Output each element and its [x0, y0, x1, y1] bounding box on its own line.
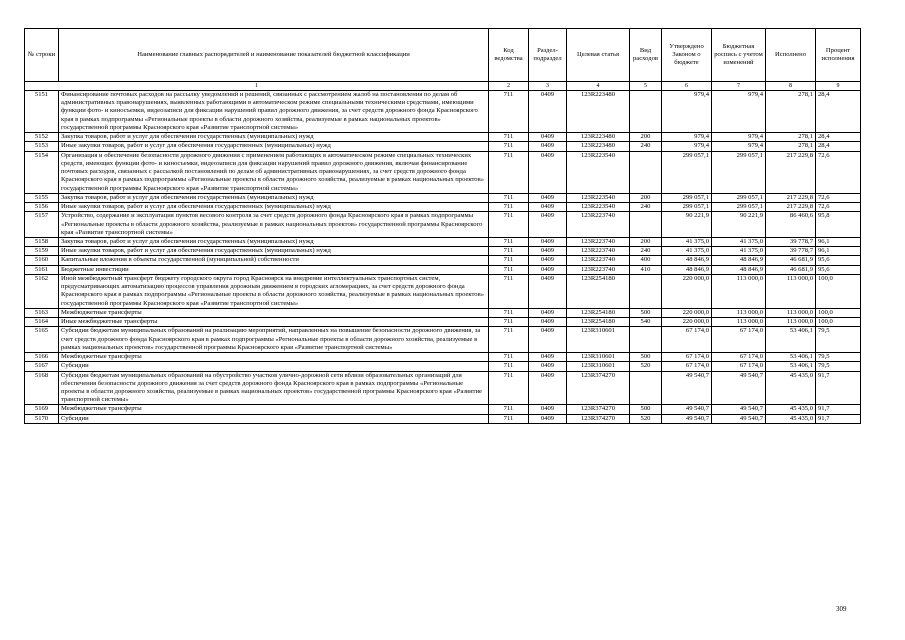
row-name-cell: Межбюджетные трансферты — [59, 308, 489, 317]
column-number: 5 — [630, 82, 662, 91]
row-name-cell: Субсидии бюджетам муниципальных образований на обустройство участков улично-дорожной сети вблизи образовательных организаций для обеспечения безопасности дорожного движения за счет средств дорожного фонда Красноярского края в рамках подпрограммы «Региональные проекты в области дорожного хозяйства, реализуемые в рамках национальных проектов» государственной программы Красноярского края «Развитие транспортной системы» — [59, 371, 489, 405]
table-row — [25, 193, 861, 202]
department-code-cell: 711 — [489, 193, 529, 202]
expense-type-cell: 410 — [630, 265, 662, 274]
target-article-cell: 123R374270 — [567, 414, 630, 423]
approved-amount-cell: 299 057,1 — [662, 151, 712, 193]
executed-amount-cell: 45 435,0 — [766, 405, 816, 414]
row-number-cell: 5162 — [25, 274, 59, 308]
executed-amount-cell: 278,1 — [766, 142, 816, 151]
target-article-cell: 123R374270 — [567, 405, 630, 414]
expense-type-cell — [630, 371, 662, 405]
percent-executed-cell: 91,7 — [816, 414, 861, 423]
department-code-cell: 711 — [489, 142, 529, 151]
table-row — [25, 362, 861, 371]
column-number: 1 — [25, 82, 489, 91]
row-number-cell: 5152 — [25, 133, 59, 142]
department-code-cell: 711 — [489, 327, 529, 353]
department-code-cell: 711 — [489, 237, 529, 246]
column-number: 3 — [529, 82, 567, 91]
department-code-cell: 711 — [489, 212, 529, 238]
section-code-cell: 0409 — [529, 318, 567, 327]
approved-amount-cell: 48 846,9 — [662, 265, 712, 274]
budget-list-amount-cell: 48 846,9 — [712, 265, 766, 274]
section-code-cell: 0409 — [529, 274, 567, 308]
approved-amount-cell: 49 540,7 — [662, 414, 712, 423]
column-number: 8 — [766, 82, 816, 91]
target-article-cell: 123R223540 — [567, 151, 630, 193]
executed-amount-cell: 53 406,1 — [766, 327, 816, 353]
budget-list-amount-cell: 979,4 — [712, 142, 766, 151]
row-number-cell: 5166 — [25, 353, 59, 362]
table-row — [25, 212, 861, 238]
approved-amount-cell: 41 375,0 — [662, 237, 712, 246]
approved-amount-cell: 67 174,0 — [662, 362, 712, 371]
table-header-row — [25, 29, 861, 82]
table-row — [25, 371, 861, 405]
executed-amount-cell: 217 229,8 — [766, 203, 816, 212]
executed-amount-cell: 46 681,9 — [766, 265, 816, 274]
table-row — [25, 353, 861, 362]
executed-amount-cell: 278,1 — [766, 133, 816, 142]
column-number: 9 — [816, 82, 861, 91]
section-code-cell: 0409 — [529, 212, 567, 238]
percent-executed-cell: 28,4 — [816, 91, 861, 133]
row-name-cell: Закупка товаров, работ и услуг для обеспечения государственных (муниципальных) нужд — [59, 193, 489, 202]
target-article-cell: 123R254180 — [567, 318, 630, 327]
approved-amount-cell: 49 540,7 — [662, 371, 712, 405]
target-article-cell: 123R223540 — [567, 193, 630, 202]
row-number-cell: 5169 — [25, 405, 59, 414]
approved-amount-cell: 67 174,0 — [662, 353, 712, 362]
approved-amount-cell: 979,4 — [662, 142, 712, 151]
budget-list-amount-cell: 49 540,7 — [712, 414, 766, 423]
row-number-cell: 5153 — [25, 142, 59, 151]
department-code-cell: 711 — [489, 133, 529, 142]
percent-executed-cell: 72,6 — [816, 203, 861, 212]
expense-type-cell — [630, 327, 662, 353]
expense-type-cell: 200 — [630, 237, 662, 246]
executed-amount-cell: 39 778,7 — [766, 237, 816, 246]
executed-amount-cell: 278,1 — [766, 91, 816, 133]
budget-list-amount-cell: 67 174,0 — [712, 327, 766, 353]
budget-list-amount-cell: 49 540,7 — [712, 405, 766, 414]
budget-list-amount-cell: 113 000,0 — [712, 274, 766, 308]
header-section: Раздел-подраздел — [529, 29, 567, 82]
executed-amount-cell: 53 406,1 — [766, 353, 816, 362]
row-number-cell: 5167 — [25, 362, 59, 371]
approved-amount-cell: 220 000,0 — [662, 318, 712, 327]
percent-executed-cell: 91,7 — [816, 371, 861, 405]
expense-type-cell: 500 — [630, 405, 662, 414]
budget-list-amount-cell: 979,4 — [712, 133, 766, 142]
target-article-cell: 123R223740 — [567, 247, 630, 256]
approved-amount-cell: 979,4 — [662, 91, 712, 133]
row-name-cell: Устройство, содержание и эксплуатация пунктов весового контроля за счет средств дорожного фонда Красноярского края в рамках подпрограммы «Региональные проекты в области дорожного хозяйства, реализуемые в рамках национальных проектов» государственной программы Красноярского края «Развитие транспортной системы» — [59, 212, 489, 238]
budget-list-amount-cell: 67 174,0 — [712, 362, 766, 371]
department-code-cell: 711 — [489, 371, 529, 405]
expense-type-cell: 520 — [630, 414, 662, 423]
column-number: 4 — [567, 82, 630, 91]
target-article-cell: 123R310601 — [567, 327, 630, 353]
department-code-cell: 711 — [489, 308, 529, 317]
section-code-cell: 0409 — [529, 91, 567, 133]
row-number-cell: 5159 — [25, 247, 59, 256]
row-number-cell: 5160 — [25, 256, 59, 265]
section-code-cell: 0409 — [529, 142, 567, 151]
row-number-cell: 5157 — [25, 212, 59, 238]
expense-type-cell: 520 — [630, 362, 662, 371]
department-code-cell: 711 — [489, 353, 529, 362]
section-code-cell: 0409 — [529, 362, 567, 371]
expense-type-cell: 240 — [630, 247, 662, 256]
row-number-cell: 5154 — [25, 151, 59, 193]
executed-amount-cell: 113 000,0 — [766, 274, 816, 308]
row-number-cell: 5168 — [25, 371, 59, 405]
row-number-cell: 5156 — [25, 203, 59, 212]
budget-list-amount-cell: 67 174,0 — [712, 353, 766, 362]
row-name-cell: Иные закупки товаров, работ и услуг для обеспечения государственных (муниципальных) нужд — [59, 203, 489, 212]
expense-type-cell: 200 — [630, 193, 662, 202]
approved-amount-cell: 49 540,7 — [662, 405, 712, 414]
row-number-cell: 5158 — [25, 237, 59, 246]
row-name-cell: Капитальные вложения в объекты государственной (муниципальной) собственности — [59, 256, 489, 265]
table-row — [25, 91, 861, 133]
section-code-cell: 0409 — [529, 237, 567, 246]
column-number: 6 — [662, 82, 712, 91]
department-code-cell: 711 — [489, 256, 529, 265]
section-code-cell: 0409 — [529, 327, 567, 353]
section-code-cell: 0409 — [529, 133, 567, 142]
expense-type-cell — [630, 212, 662, 238]
table-row — [25, 318, 861, 327]
department-code-cell: 711 — [489, 318, 529, 327]
row-name-cell: Закупка товаров, работ и услуг для обеспечения государственных (муниципальных) нужд — [59, 237, 489, 246]
header-approved: Утверждено Законом о бюджете — [662, 29, 712, 82]
expense-type-cell: 500 — [630, 308, 662, 317]
section-code-cell: 0409 — [529, 371, 567, 405]
header-type: Вид расходов — [630, 29, 662, 82]
row-name-cell: Межбюджетные трансферты — [59, 353, 489, 362]
executed-amount-cell: 217 229,8 — [766, 193, 816, 202]
target-article-cell: 123R223740 — [567, 256, 630, 265]
percent-executed-cell: 95,8 — [816, 212, 861, 238]
expense-type-cell: 400 — [630, 256, 662, 265]
percent-executed-cell: 96,1 — [816, 237, 861, 246]
header-list: Бюджетная роспись с учетом изменений — [712, 29, 766, 82]
header-target: Целевая статья — [567, 29, 630, 82]
percent-executed-cell: 91,7 — [816, 405, 861, 414]
expense-type-cell — [630, 151, 662, 193]
target-article-cell: 123R223740 — [567, 237, 630, 246]
budget-list-amount-cell: 113 000,0 — [712, 318, 766, 327]
target-article-cell: 123R254180 — [567, 274, 630, 308]
row-number-cell: 5155 — [25, 193, 59, 202]
budget-list-amount-cell: 49 540,7 — [712, 371, 766, 405]
budget-list-amount-cell: 90 221,9 — [712, 212, 766, 238]
executed-amount-cell: 39 778,7 — [766, 247, 816, 256]
row-name-cell: Субсидии бюджетам муниципальных образований на реализацию мероприятий, направленных на повышение безопасности дорожного движения, за счет средств дорожного фонда Красноярского края в рамках подпрограммы «Региональные проекты в области дорожного хозяйства, реализуемые в рамках национальных проектов» государственной программы Красноярского края «Развитие транспортной системы» — [59, 327, 489, 353]
department-code-cell: 711 — [489, 265, 529, 274]
expense-type-cell: 540 — [630, 318, 662, 327]
budget-list-amount-cell: 979,4 — [712, 91, 766, 133]
row-name-cell: Организация и обеспечение безопасности дорожного движения с применением работающих в автоматическом режиме специальных технических средств, имеющих функции фото- и киносъемки, видеозаписи для фиксации нарушений правил дорожного движения, включая финансирование почтовых расходов, связанных с рассылкой постановлений по делам об административных правонарушениях, за счет средств дорожного фонда Красноярского края в рамках подпрограммы «Региональные проекты в области дорожного хозяйства, реализуемые в рамках национальных проектов» государственной программы Красноярского края «Развитие транспортной системы» — [59, 151, 489, 193]
section-code-cell: 0409 — [529, 405, 567, 414]
budget-list-amount-cell: 48 846,9 — [712, 256, 766, 265]
percent-executed-cell: 96,1 — [816, 247, 861, 256]
approved-amount-cell: 979,4 — [662, 133, 712, 142]
budget-list-amount-cell: 299 057,1 — [712, 193, 766, 202]
percent-executed-cell: 79,5 — [816, 362, 861, 371]
executed-amount-cell: 113 000,0 — [766, 308, 816, 317]
department-code-cell: 711 — [489, 247, 529, 256]
table-row — [25, 237, 861, 246]
table-row — [25, 405, 861, 414]
target-article-cell: 123R223480 — [567, 91, 630, 133]
target-article-cell: 123R223540 — [567, 203, 630, 212]
table-row — [25, 247, 861, 256]
target-article-cell: 123R223480 — [567, 142, 630, 151]
row-number-cell: 5164 — [25, 318, 59, 327]
table-row — [25, 265, 861, 274]
column-number: 7 — [712, 82, 766, 91]
approved-amount-cell: 220 000,0 — [662, 274, 712, 308]
budget-list-amount-cell: 299 057,1 — [712, 151, 766, 193]
target-article-cell: 123R310601 — [567, 353, 630, 362]
percent-executed-cell: 95,6 — [816, 256, 861, 265]
row-name-cell: Иные межбюджетные трансферты — [59, 318, 489, 327]
row-number-cell: 5170 — [25, 414, 59, 423]
section-code-cell: 0409 — [529, 193, 567, 202]
section-code-cell: 0409 — [529, 308, 567, 317]
target-article-cell: 123R223740 — [567, 265, 630, 274]
budget-table — [24, 28, 861, 424]
percent-executed-cell: 95,6 — [816, 265, 861, 274]
approved-amount-cell: 67 174,0 — [662, 327, 712, 353]
executed-amount-cell: 86 460,6 — [766, 212, 816, 238]
row-name-cell: Иные закупки товаров, работ и услуг для обеспечения государственных (муниципальных) нужд — [59, 247, 489, 256]
column-numbers-row — [25, 82, 861, 91]
section-code-cell: 0409 — [529, 203, 567, 212]
percent-executed-cell: 100,0 — [816, 308, 861, 317]
percent-executed-cell: 79,5 — [816, 353, 861, 362]
expense-type-cell: 240 — [630, 203, 662, 212]
target-article-cell: 123R223740 — [567, 212, 630, 238]
row-number-cell: 5165 — [25, 327, 59, 353]
department-code-cell: 711 — [489, 414, 529, 423]
table-row — [25, 308, 861, 317]
expense-type-cell — [630, 91, 662, 133]
row-name-cell: Бюджетные инвестиции — [59, 265, 489, 274]
percent-executed-cell: 79,5 — [816, 327, 861, 353]
percent-executed-cell: 100,0 — [816, 318, 861, 327]
executed-amount-cell: 217 229,8 — [766, 151, 816, 193]
approved-amount-cell: 299 057,1 — [662, 193, 712, 202]
section-code-cell: 0409 — [529, 353, 567, 362]
executed-amount-cell: 113 000,0 — [766, 318, 816, 327]
approved-amount-cell: 299 057,1 — [662, 203, 712, 212]
department-code-cell: 711 — [489, 274, 529, 308]
expense-type-cell: 200 — [630, 133, 662, 142]
percent-executed-cell: 100,0 — [816, 274, 861, 308]
approved-amount-cell: 90 221,9 — [662, 212, 712, 238]
department-code-cell: 711 — [489, 362, 529, 371]
target-article-cell: 123R374270 — [567, 371, 630, 405]
percent-executed-cell: 72,6 — [816, 193, 861, 202]
table-row — [25, 133, 861, 142]
row-name-cell: Иной межбюджетный трансферт бюджету городского округа город Красноярск на внедрение интеллектуальных транспортных систем, предусматривающих автоматизацию процессов управления дорожным движением в городских агломерациях, за счет средств дорожного фонда Красноярского края в рамках подпрограммы «Региональные проекты в области дорожного хозяйства, реализуемые в рамках национальных проектов» государственной программы Красноярского края «Развитие транспортной системы» — [59, 274, 489, 308]
row-name-cell: Субсидии — [59, 362, 489, 371]
expense-type-cell: 500 — [630, 353, 662, 362]
budget-list-amount-cell: 41 375,0 — [712, 237, 766, 246]
header-name: Наименование главных распорядителей и наименование показателей бюджетной классификации — [59, 29, 489, 82]
approved-amount-cell: 220 000,0 — [662, 308, 712, 317]
department-code-cell: 711 — [489, 405, 529, 414]
section-code-cell: 0409 — [529, 247, 567, 256]
section-code-cell: 0409 — [529, 151, 567, 193]
row-name-cell: Иные закупки товаров, работ и услуг для обеспечения государственных (муниципальных) нужд — [59, 142, 489, 151]
row-number-cell: 5151 — [25, 91, 59, 133]
executed-amount-cell: 45 435,0 — [766, 414, 816, 423]
executed-amount-cell: 53 406,1 — [766, 362, 816, 371]
page-number: 309 — [836, 605, 847, 613]
approved-amount-cell: 48 846,9 — [662, 256, 712, 265]
expense-type-cell: 240 — [630, 142, 662, 151]
department-code-cell: 711 — [489, 91, 529, 133]
section-code-cell: 0409 — [529, 414, 567, 423]
executed-amount-cell: 45 435,0 — [766, 371, 816, 405]
table-row — [25, 203, 861, 212]
target-article-cell: 123R223480 — [567, 133, 630, 142]
column-number: 2 — [489, 82, 529, 91]
budget-list-amount-cell: 41 375,0 — [712, 247, 766, 256]
table-row — [25, 414, 861, 423]
table-row — [25, 142, 861, 151]
department-code-cell: 711 — [489, 203, 529, 212]
department-code-cell: 711 — [489, 151, 529, 193]
section-code-cell: 0409 — [529, 256, 567, 265]
row-name-cell: Межбюджетные трансферты — [59, 405, 489, 414]
header-code: Код ведомства — [489, 29, 529, 82]
percent-executed-cell: 28,4 — [816, 142, 861, 151]
executed-amount-cell: 46 681,9 — [766, 256, 816, 265]
header-row-number: № строки — [25, 29, 59, 82]
section-code-cell: 0409 — [529, 265, 567, 274]
table-row — [25, 256, 861, 265]
target-article-cell: 123R310601 — [567, 362, 630, 371]
row-number-cell: 5163 — [25, 308, 59, 317]
approved-amount-cell: 41 375,0 — [662, 247, 712, 256]
header-executed: Исполнено — [766, 29, 816, 82]
budget-list-amount-cell: 113 000,0 — [712, 308, 766, 317]
budget-list-amount-cell: 299 057,1 — [712, 203, 766, 212]
percent-executed-cell: 28,4 — [816, 133, 861, 142]
header-percent: Процент исполнения — [816, 29, 861, 82]
row-number-cell: 5161 — [25, 265, 59, 274]
row-name-cell: Закупка товаров, работ и услуг для обеспечения государственных (муниципальных) нужд — [59, 133, 489, 142]
percent-executed-cell: 72,6 — [816, 151, 861, 193]
target-article-cell: 123R254180 — [567, 308, 630, 317]
table-row — [25, 274, 861, 308]
row-name-cell: Финансирование почтовых расходов на рассылку уведомлений и решений, связанных с рассмотрением жалоб на постановления по делам об административных правонарушениях, выявленных работающими в автоматическом режиме специальными техническими средствами, имеющими функции фото- и киносъемки, видеозаписи для фиксации нарушений правил дорожного движения, за счет средств дорожного фонда Красноярского края в рамках подпрограммы «Региональные проекты в области дорожного хозяйства, реализуемые в рамках национальных проектов» государственной программы Красноярского края «Развитие транспортной системы» — [59, 91, 489, 133]
row-name-cell: Субсидии — [59, 414, 489, 423]
expense-type-cell — [630, 274, 662, 308]
table-row — [25, 327, 861, 353]
table-row — [25, 151, 861, 193]
